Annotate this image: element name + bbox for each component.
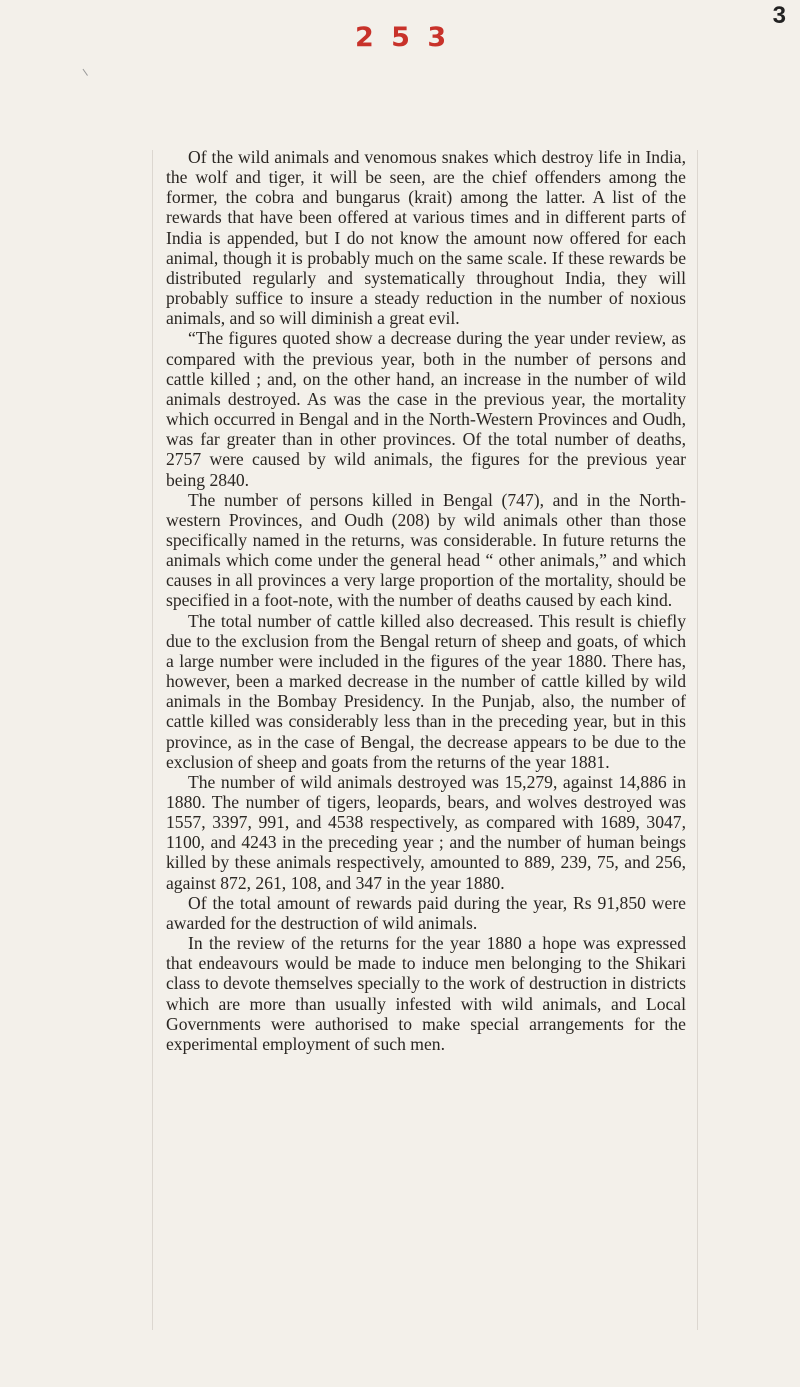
- paragraph-2: “The figures quoted show a decrease during the year under review, as compared with the previous year, both in the number of persons and cattle killed ; and, on the other hand, an increase in the number of wild animals destroyed. As was the case in the previous year, the mortality which occurred in Bengal and in the North-Western Provinces and Oudh, was far greater than in other provinces. Of the total number of deaths, 2757 were caused by wild animals, the figures for the previous year being 2840.: [166, 328, 686, 490]
- paragraph-7: In the review of the returns for the year 1880 a hope was expressed that endeavours would be made to induce men belonging to the Shikari class to devote themselves specially to the work of destruction in districts which are more than usually infested with wild animals, and Local Governments were authorised to make special arrangements for the experimental employment of such men.: [166, 933, 686, 1054]
- paragraph-6: Of the total amount of rewards paid during the year, Rs 91,850 were awarded for the destruction of wild animals.: [166, 892, 686, 933]
- paragraph-3: The number of persons killed in Bengal (747), and in the North-western Provinces, and Oudh (208) by wild animals other than those specifically named in the returns, was considerable. In future returns the animals which come under the general head “ other animals,” and which causes in all provinces a very large proportion of the mortality, should be specified in a foot-note, with the number of deaths caused by each kind.: [166, 489, 686, 611]
- paragraph-4: The total number of cattle killed also decreased. This result is chiefly due to the exclusion from the Bengal return of sheep and goats, of which a large number were included in the figures of the year 1880. There has, however, been a marked decrease in the number of cattle killed by wild animals in the Bombay Presidency. In the Punjab, also, the number of cattle killed was considerably less than in the preceding year, but in this province, as in the case of Bengal, the decrease appears to be due to the exclusion of sheep and goats from the returns of the year 1881.: [166, 610, 686, 772]
- paragraph-1: Of the wild animals and venomous snakes which destroy life in India, the wolf and tiger, it will be seen, are the chief offenders among the former, the cobra and bungarus (krait) among the latter. A list of the rewards that have been offered at various times and in different parts of India is appended, but I do not know the amount now offered for each animal, though it is probably much on the same scale. If these rewards be distributed regularly and systematically throughout India, they will probably suffice to insure a steady reduction in the number of noxious animals, and so will diminish a great evil.: [166, 147, 686, 329]
- body-text: [166, 147, 686, 1054]
- left-margin-shadow: [152, 150, 153, 1330]
- page-number: 3: [772, 2, 786, 29]
- right-margin-shadow: [697, 150, 698, 1330]
- handwritten-mark: 2 5 3: [355, 22, 451, 53]
- paragraph-5: The number of wild animals destroyed was 15,279, against 14,886 in 1880. The number of tigers, leopards, bears, and wolves destroyed was 1557, 3397, 991, and 4538 respectively, as compared with 1689, 3047, 1100, and 4243 in the preceding year ; and the number of human beings killed by these animals respectively, amounted to 889, 239, 75, and 256, against 872, 261, 108, and 347 in the year 1880.: [166, 771, 686, 893]
- corner-tick: [83, 64, 95, 76]
